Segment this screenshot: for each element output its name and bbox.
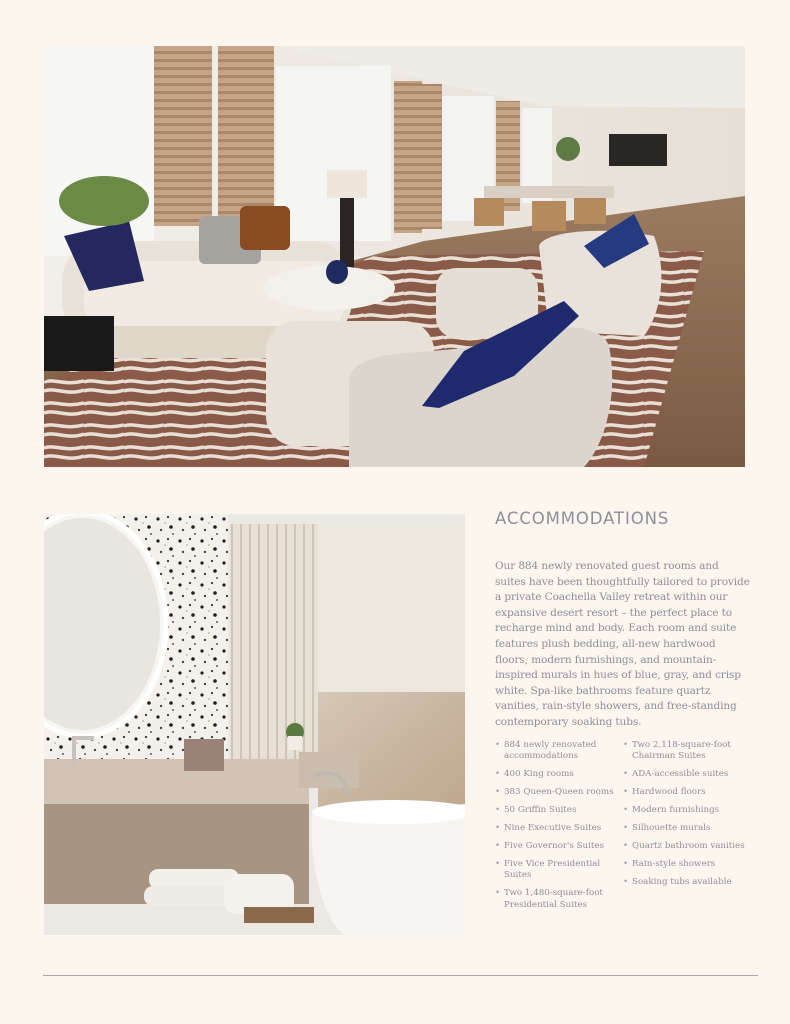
features-list-left	[495, 740, 623, 918]
feature-item: • ADA-accessible suites	[623, 769, 751, 780]
features-list-right	[623, 740, 751, 895]
feature-item: • Nine Executive Suites	[495, 823, 623, 834]
intro-paragraph: Our 884 newly renovated guest rooms and suites have been thoughtfully tailored to provide a private Coachella Valley retreat within our expansive desert resort – the perfect place to recharge mind and body. Each room and suite features plush bedding, all-new hardwood floors, modern furnishings, and mountain-inspired murals in hues of blue, gray, and crisp white. Spa-like bathrooms feature quartz vanities, rain-style showers, and free-standing contemporary soaking tubs.	[495, 560, 750, 728]
feature-item: • 50 Griffin Suites	[495, 805, 623, 816]
feature-item: • Silhouette murals	[623, 823, 751, 834]
feature-item: • Modern furnishings	[623, 805, 751, 816]
feature-item: • 383 Queen-Queen rooms	[495, 787, 623, 798]
section-title: ACCOMMODATIONS	[495, 509, 670, 528]
feature-item: • 884 newly renovated accommodations	[495, 740, 623, 762]
feature-item: • Two 1,480-square-foot Presidential Suites	[495, 888, 623, 910]
footer-divider	[43, 975, 758, 976]
feature-item: • Rain-style showers	[623, 859, 751, 870]
bathroom-photo	[44, 514, 465, 935]
feature-item: • Five Vice Presidential Suites	[495, 859, 623, 881]
feature-item: • Hardwood floors	[623, 787, 751, 798]
feature-item: • Quartz bathroom vanities	[623, 841, 751, 852]
feature-item: • Soaking tubs available	[623, 877, 751, 888]
living-room-photo	[44, 46, 745, 467]
feature-item: • Five Governor's Suites	[495, 841, 623, 852]
feature-item: • 400 King rooms	[495, 769, 623, 780]
feature-item: • Two 2,118-square-foot Chairman Suites	[623, 740, 751, 762]
